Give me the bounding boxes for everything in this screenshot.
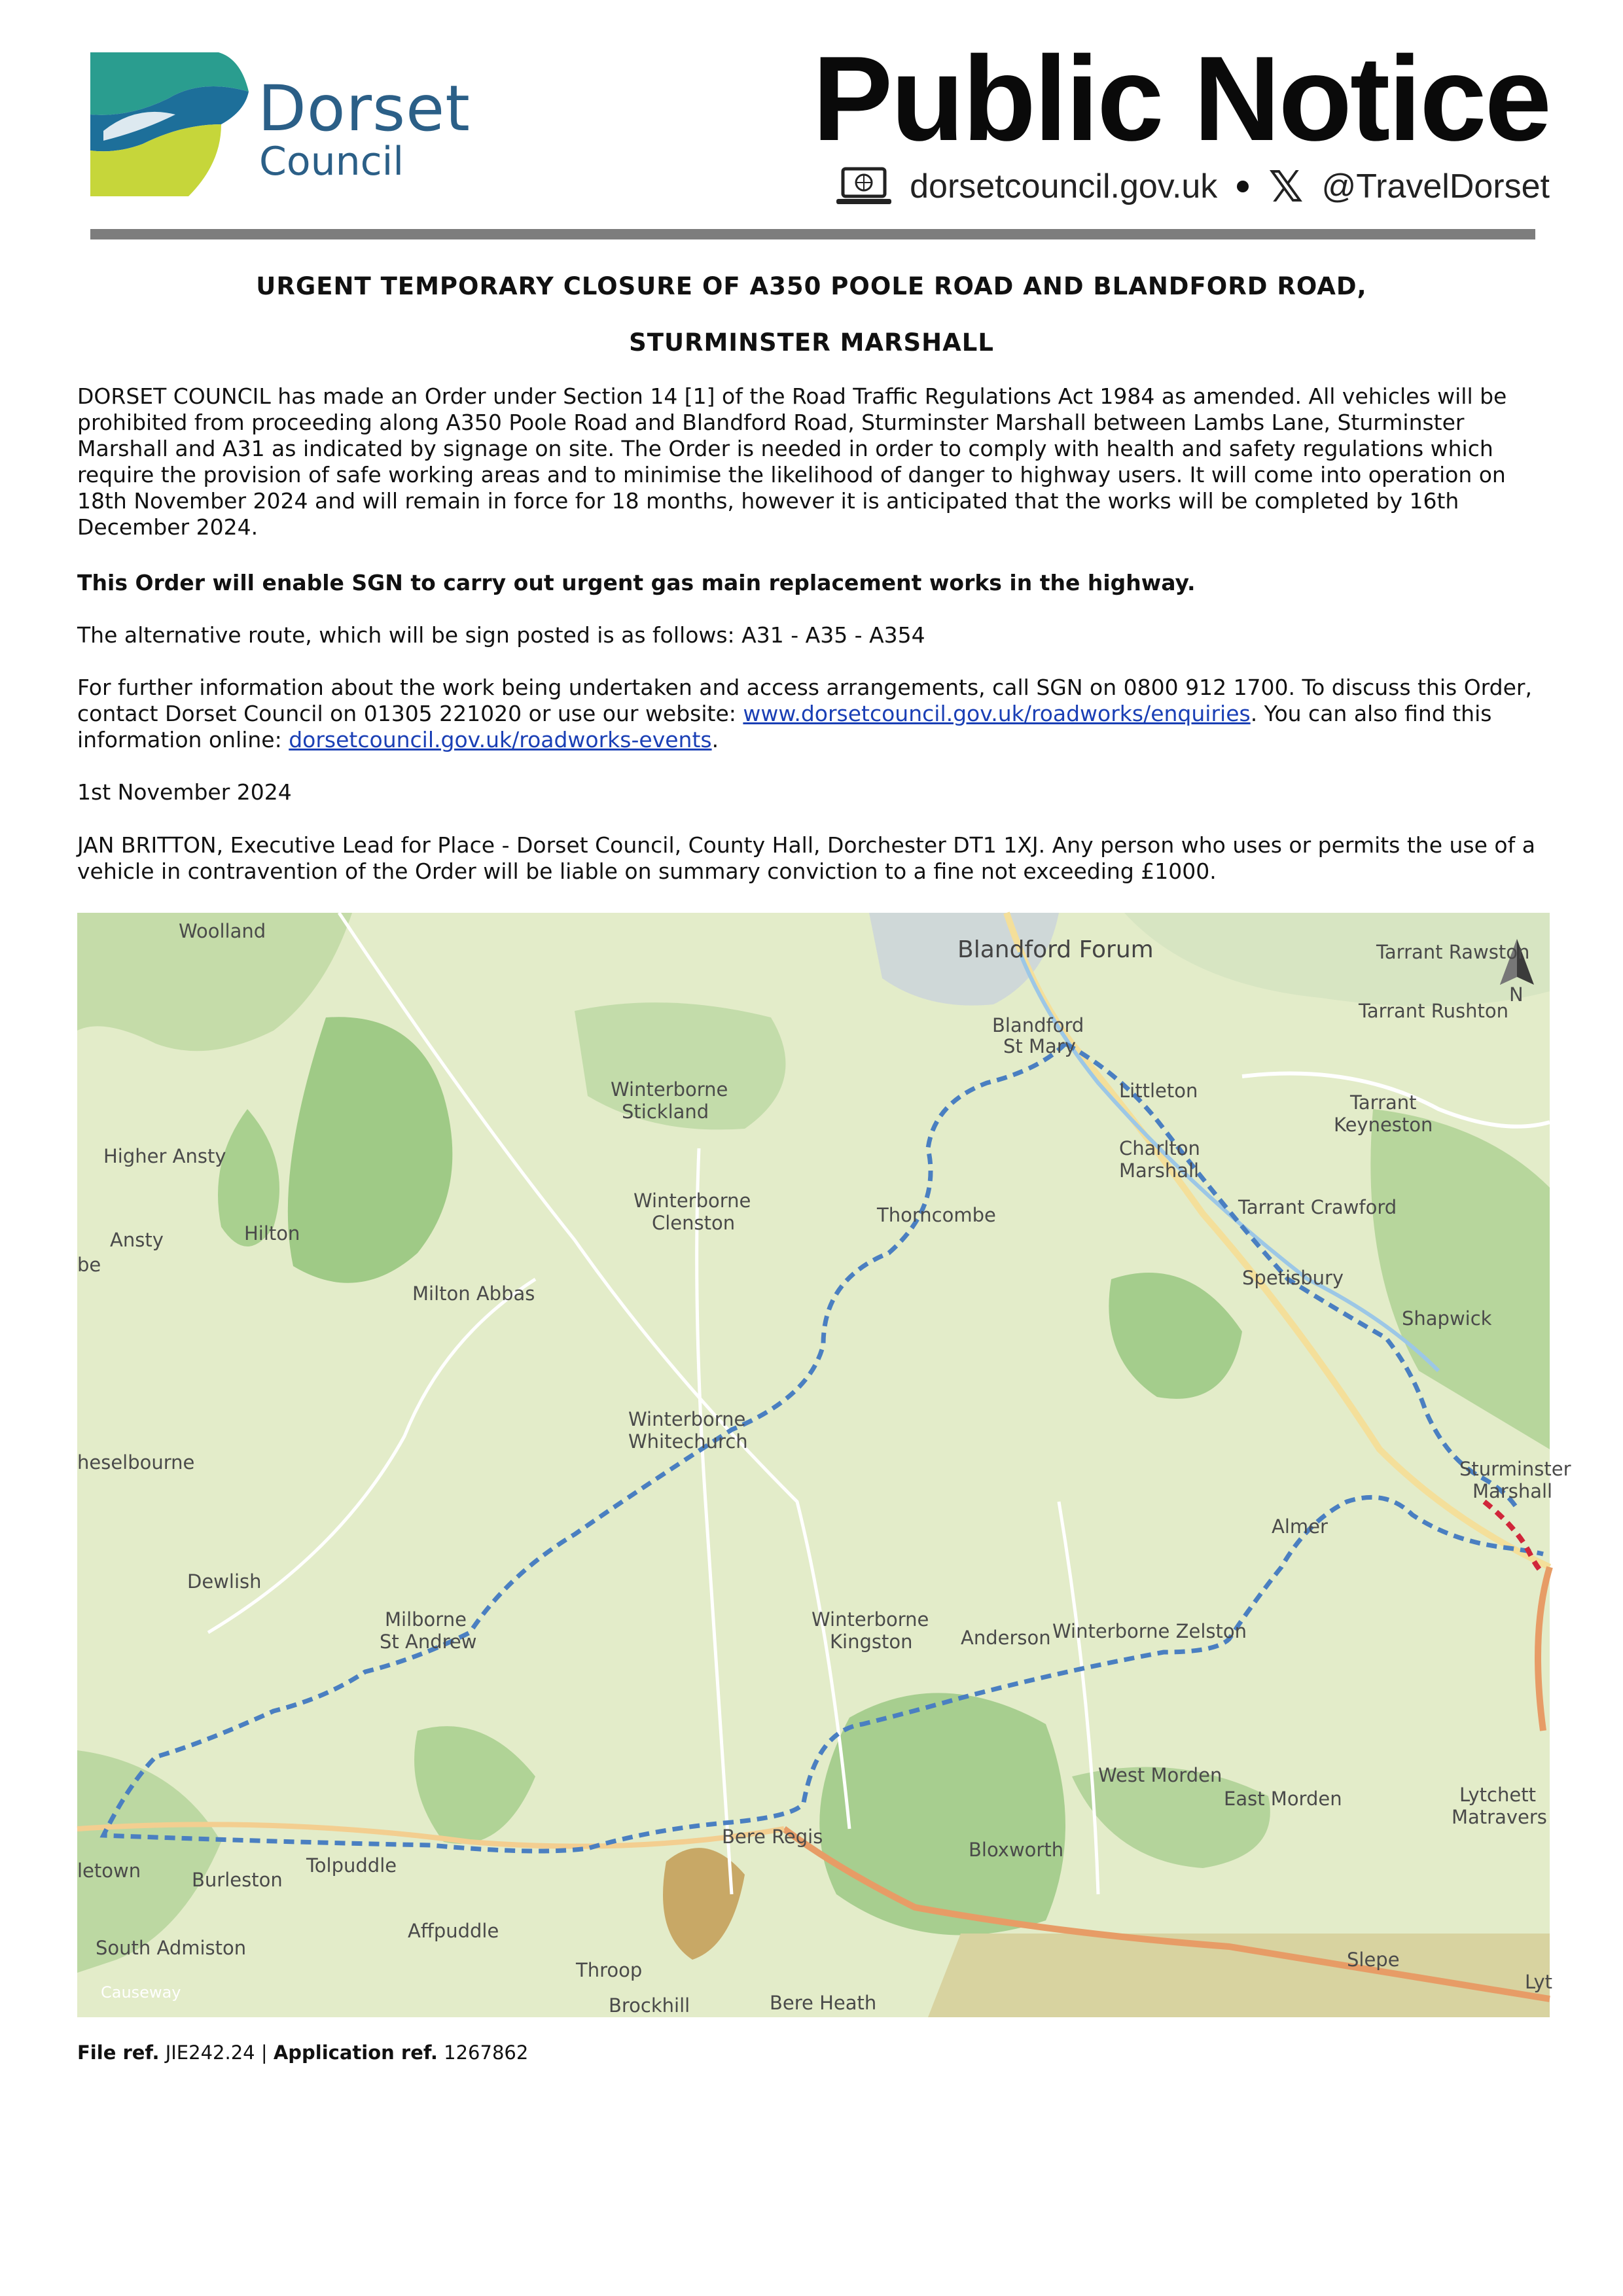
place-label: Stickland [622, 1101, 709, 1123]
signatory-paragraph: JAN BRITTON, Executive Lead for Place - Dorset Council, County Hall, Dorchester DT1 1XJ. Any person who uses or permits the use of a vehicle in contravention of the Order will be liable on summary conviction to a fine not exceeding £1000. [77, 832, 1535, 884]
file-ref-value: JIE242.24 [165, 2041, 255, 2064]
public-notice-title: Public Notice [812, 31, 1550, 166]
place-label: Bere Heath [770, 1992, 877, 2014]
place-label: Milborne [385, 1608, 467, 1631]
place-label: Spetisbury [1242, 1267, 1344, 1289]
file-ref-label: File ref. [77, 2041, 160, 2064]
map-canvas [77, 913, 1571, 2017]
place-label: Slepe [1347, 1949, 1400, 1971]
x-logo-icon: 𝕏 [1268, 161, 1304, 212]
roadworks-events-link[interactable]: dorsetcouncil.gov.uk/roadworks-events [289, 727, 712, 752]
north-label: N [1509, 983, 1524, 1006]
place-label: Littleton [1119, 1080, 1198, 1102]
logo-text-council: Council [259, 139, 404, 185]
info-text-2: . You can also find this information online: [77, 701, 1492, 752]
further-information-paragraph [77, 675, 1546, 753]
place-label: Affpuddle [408, 1920, 499, 1942]
place-label: Burleston [192, 1869, 283, 1891]
place-label: Winterborne [633, 1190, 751, 1212]
place-label: be [77, 1254, 101, 1276]
place-label: Marshall [1472, 1480, 1553, 1502]
place-label: Winterborne [812, 1608, 929, 1631]
place-label: St Mary [1003, 1035, 1076, 1057]
place-label: Marshall [1119, 1159, 1200, 1182]
place-label: Woolland [179, 920, 266, 942]
place-label: Tarrant Rushton [1359, 1000, 1508, 1022]
laptop-icon [836, 166, 891, 207]
place-label: Lyt [1525, 1971, 1553, 1993]
notice-heading-line1: URGENT TEMPORARY CLOSURE OF A350 POOLE ROAD AND BLANDFORD ROAD, [256, 272, 1367, 300]
place-label: Anderson [961, 1627, 1051, 1649]
place-label: Tolpuddle [306, 1854, 397, 1877]
bullet-separator [1237, 181, 1249, 192]
notice-heading-line2: STURMINSTER MARSHALL [629, 328, 994, 357]
dorset-council-logo-mark [90, 52, 249, 196]
info-text-3: . [711, 727, 719, 752]
place-label: letown [77, 1860, 141, 1882]
place-label: Keyneston [1334, 1114, 1433, 1136]
order-description-paragraph: DORSET COUNCIL has made an Order under Section 14 [1] of the Road Traffic Regulations Act 1984 as amended. All vehicles will be prohibited from proceeding along A350 Poole Road and Blandford Road, Sturminster Marshall between Lambs Lane, Sturminster Marshall and A31 as indicated by signage on site. The Order is needed in order to comply with health and safety regulations which require the provision of safe working areas and to minimise the likelihood of danger to highway users. It will come into operation on 18th November 2024 and will remain in force for 18 months, however it is anticipated that the works will be completed by 16th December 2024. [77, 383, 1507, 540]
place-label: Thorncombe [877, 1204, 996, 1226]
website-text[interactable]: dorsetcouncil.gov.uk [910, 168, 1218, 205]
place-label: West Morden [1098, 1764, 1222, 1786]
application-ref-label: Application ref. [273, 2041, 438, 2064]
place-label: Hilton [244, 1222, 300, 1245]
place-label: Lytchett [1459, 1784, 1536, 1806]
alternative-route-paragraph: The alternative route, which will be sign posted is as follows: A31 - A35 - A354 [77, 622, 925, 648]
order-purpose-paragraph: This Order will enable SGN to carry out urgent gas main replacement works in the highway. [77, 570, 1196, 595]
ref-separator: | [260, 2041, 268, 2064]
place-label: Shapwick [1402, 1307, 1492, 1330]
place-label: Brockhill [609, 1994, 690, 2017]
place-label: Ansty [110, 1229, 164, 1251]
diversion-route-map [77, 913, 1571, 2017]
place-label: Bere Regis [722, 1826, 823, 1848]
dorset-council-logo [90, 52, 471, 203]
info-text-1: For further information about the work being undertaken and access arrangements, call SGN on 0800 912 1700. To discuss this Order, contact Dorset Council on 01305 221020 or use our website: [77, 675, 1532, 726]
place-label: St Andrew [380, 1631, 477, 1653]
place-label: Charlton [1119, 1137, 1200, 1159]
notice-date: 1st November 2024 [77, 779, 292, 805]
place-label: Blandford Forum [957, 936, 1154, 963]
application-ref-value: 1267862 [444, 2041, 529, 2064]
place-label: South Admiston [96, 1937, 247, 1959]
place-label: Dewlish [187, 1570, 262, 1593]
place-label: Milton Abbas [412, 1282, 535, 1305]
social-handle-text[interactable]: @TravelDorset [1321, 168, 1550, 205]
place-label: Tarrant Crawford [1238, 1196, 1397, 1218]
place-label: Clenston [652, 1212, 736, 1234]
place-label: Tarrant Rawston [1376, 941, 1530, 963]
place-label: Tarrant [1350, 1091, 1417, 1114]
place-label: Whitechurch [628, 1430, 748, 1453]
place-label: Blandford [992, 1014, 1084, 1036]
header-divider [90, 229, 1535, 239]
place-label: East Morden [1224, 1788, 1342, 1810]
logo-text-dorset: Dorset [258, 72, 471, 145]
place-label: Almer [1272, 1515, 1328, 1538]
place-label: Winterborne Zelston [1052, 1620, 1247, 1642]
place-label: heselbourne [77, 1451, 195, 1474]
contact-row [836, 160, 1550, 213]
enquiries-link[interactable]: www.dorsetcouncil.gov.uk/roadworks/enquiries [743, 701, 1251, 726]
place-label: Throop [576, 1959, 643, 1981]
place-label: Winterborne [611, 1078, 728, 1101]
place-label: Winterborne [628, 1408, 746, 1430]
file-reference [77, 2041, 528, 2064]
place-label: Kingston [830, 1631, 913, 1653]
place-label: Bloxworth [969, 1839, 1064, 1861]
place-label: Higher Ansty [103, 1145, 226, 1167]
place-label: Matravers [1452, 1806, 1547, 1828]
map-attribution: Causeway [101, 1983, 181, 2002]
place-label: Sturminster [1459, 1458, 1571, 1480]
